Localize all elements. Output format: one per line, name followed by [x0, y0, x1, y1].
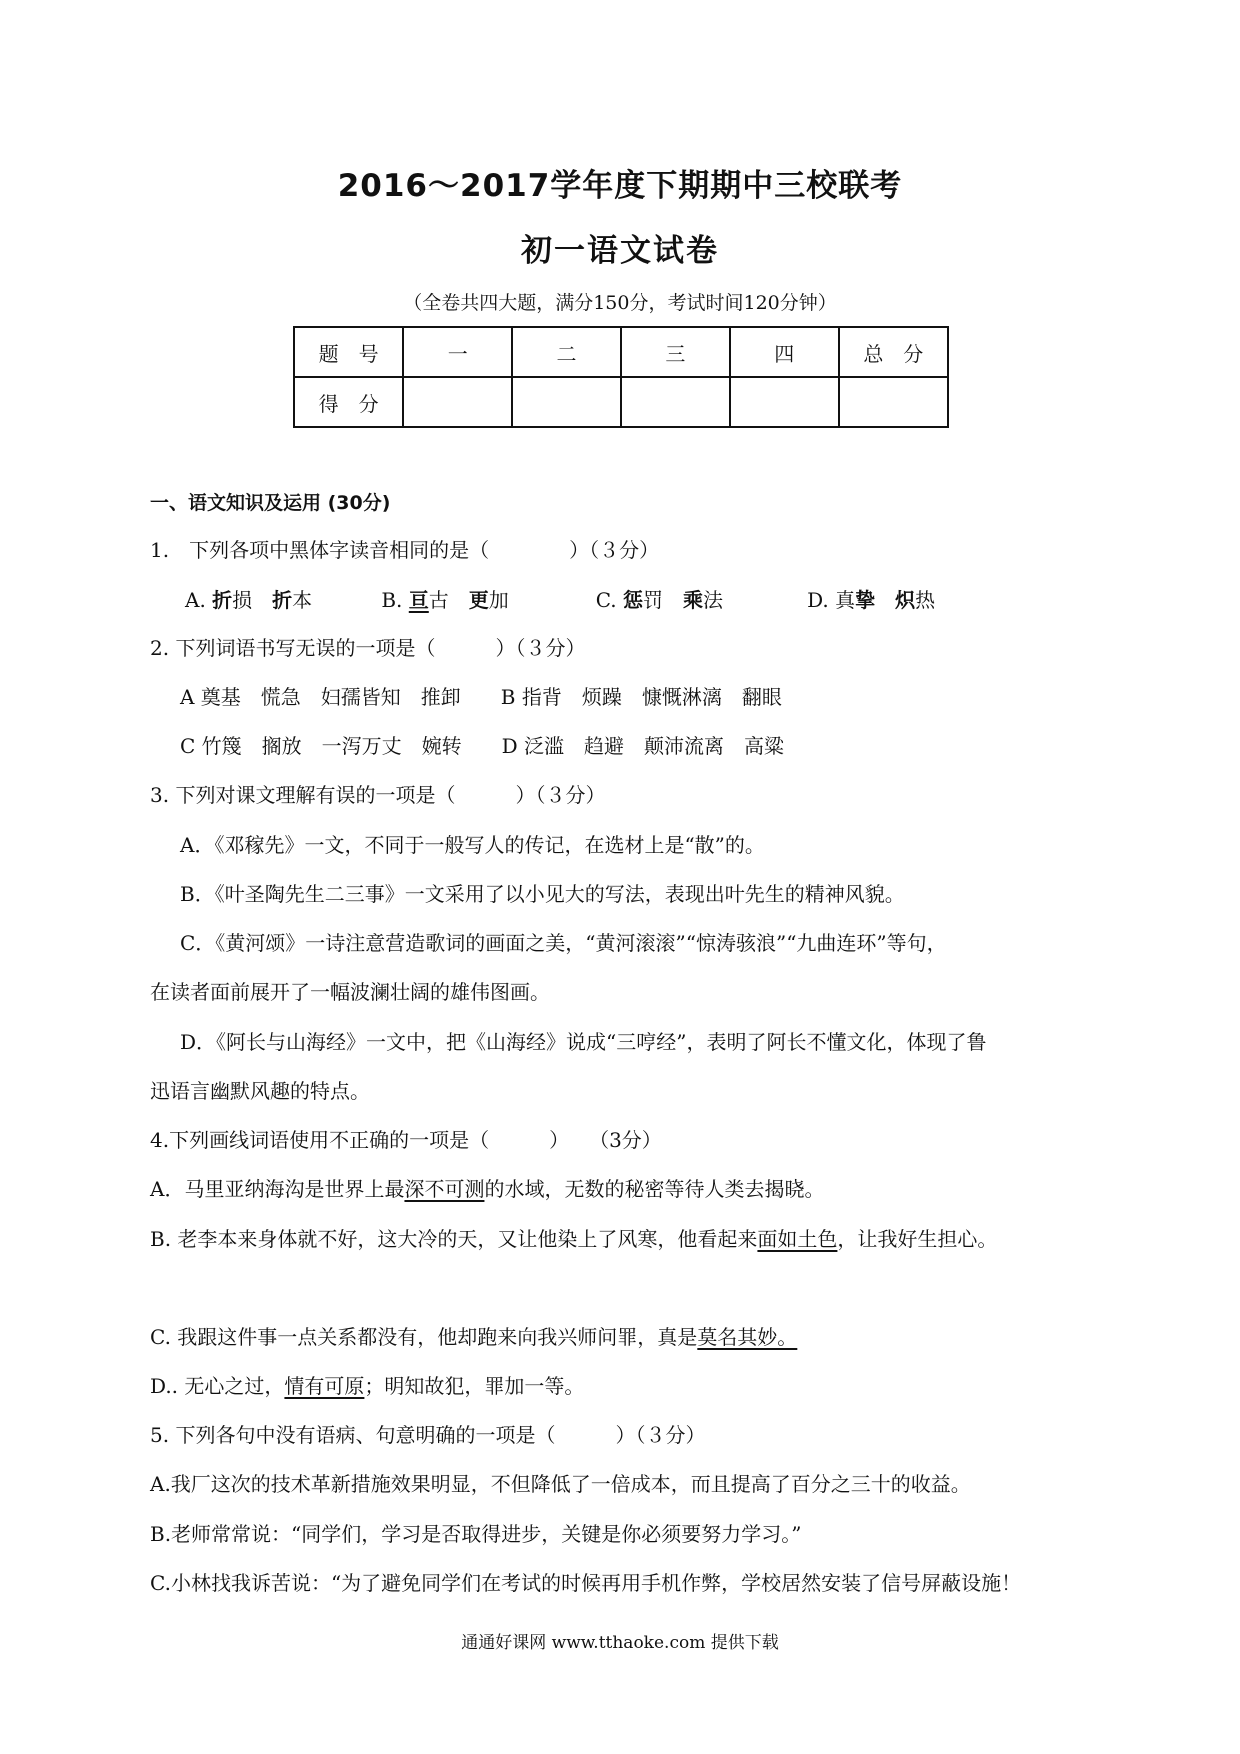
- option-text: 古: [428, 588, 449, 612]
- option-text: A．马里亚纳海沟是世界上最: [150, 1177, 405, 1201]
- option-text: ；明知故犯，罪加一等。: [364, 1374, 585, 1398]
- option-text: 罚: [643, 588, 664, 612]
- question-1-stem: 1. 下列各项中黑体字读音相同的是（ ）（３分）: [150, 538, 660, 562]
- bold-char: 折: [272, 588, 293, 612]
- bold-char: 炽: [895, 588, 916, 612]
- option-text: 加: [488, 588, 509, 612]
- footer-download-note: 通通好课网 www.tthaoke.com 提供下载: [461, 1633, 779, 1653]
- question-3-option-d: D．《阿长与山海经》一文中，把《山海经》说成“三哼经”，表明了阿长不懂文化，体现了鲁: [180, 1030, 987, 1054]
- score-input-cell: [730, 377, 839, 427]
- section-heading: 一、语文知识及运用 (30分): [150, 492, 391, 514]
- option-label: B.: [381, 588, 403, 612]
- question-3-option-c-cont: 在读者面前展开了一幅波澜壮阔的雄伟图画。: [150, 980, 550, 1004]
- question-3-option-d-cont: 迅语言幽默风趣的特点。: [150, 1079, 370, 1103]
- score-table-cell: 得 分: [294, 377, 403, 427]
- option-text: 的水域，无数的秘密等待人类去揭晓。: [484, 1177, 825, 1201]
- question-5-option-a: A.我厂这次的技术革新措施效果明显，不但降低了一倍成本，而且提高了百分之三十的收益。: [150, 1472, 971, 1496]
- option-b: [381, 587, 589, 613]
- underlined-phrase: 莫名其妙。: [697, 1325, 798, 1349]
- option-text: 热: [915, 588, 936, 612]
- score-input-cell: [403, 377, 512, 427]
- score-input-cell: [621, 377, 730, 427]
- question-3-stem: 3. 下列对课文理解有误的一项是（ ）（３分）: [150, 783, 606, 807]
- underlined-phrase: 面如土色: [757, 1227, 838, 1251]
- option-text: B. 老李本来身体就不好，这大冷的天，又让他染上了风寒，他看起来: [150, 1227, 758, 1251]
- bold-char: 折: [212, 588, 233, 612]
- option-text: ，让我好生担心。: [837, 1227, 998, 1251]
- question-2-options-line-2: C 竹篾 搁放 一泻万丈 婉转 D 泛滥 趋避 颠沛流离 高粱: [180, 734, 785, 758]
- question-3-option-b: B．《叶圣陶先生二三事》一文采用了以小见大的写法，表现出叶先生的精神风貌。: [180, 882, 905, 906]
- score-table-cell: 总 分: [839, 327, 948, 377]
- bold-char: 挚: [855, 588, 876, 612]
- option-text: D.. 无心之过，: [150, 1374, 285, 1398]
- score-table-cell: 三: [621, 327, 730, 377]
- exam-title: 2016～2017学年度下期期中三校联考: [337, 168, 903, 204]
- question-5-option-c: C.小林找我诉苦说：“为了避免同学们在考试的时候再用手机作弊，学校居然安装了信号屏蔽设施！: [150, 1571, 1022, 1595]
- score-input-cell: [839, 377, 948, 427]
- option-a: [185, 587, 375, 613]
- score-table-score-row: [294, 377, 948, 427]
- option-text: 法: [703, 588, 724, 612]
- score-table-header-row: [294, 327, 948, 377]
- score-table-cell: 二: [512, 327, 621, 377]
- score-table-cell: 四: [730, 327, 839, 377]
- exam-info: （全卷共四大题，满分150分，考试时间120分钟）: [403, 292, 837, 314]
- option-text: C. 我跟这件事一点关系都没有，他却跑来向我兴师问罪，真是: [150, 1325, 698, 1349]
- bold-char: 乘: [683, 588, 704, 612]
- option-text: 本: [292, 588, 313, 612]
- underlined-phrase: 情有可原: [284, 1374, 365, 1398]
- bold-char: 惩: [623, 588, 644, 612]
- option-label: D. 真: [807, 588, 856, 612]
- option-label: C.: [595, 588, 617, 612]
- question-4-option-a: [150, 1176, 824, 1202]
- score-input-cell: [512, 377, 621, 427]
- question-4-option-c: [150, 1324, 797, 1350]
- question-4-stem: 4.下列画线词语使用不正确的一项是（ ） （3分）: [150, 1128, 662, 1152]
- bold-char: 更: [468, 588, 489, 612]
- option-d: [807, 587, 935, 613]
- question-3-option-c: C．《黄河颂》一诗注意营造歌词的画面之美，“黄河滚滚”“惊涛骇浪”“九曲连环”等句，: [180, 931, 947, 955]
- question-5-stem: 5. 下列各句中没有语病、句意明确的一项是（ ）（３分）: [150, 1423, 706, 1447]
- option-label: A.: [185, 588, 206, 612]
- question-1-options: [185, 587, 935, 613]
- score-table-cell: 一: [403, 327, 512, 377]
- question-4-option-d: [150, 1373, 584, 1399]
- question-4-option-b: [150, 1226, 997, 1252]
- underlined-phrase: 深不可测: [404, 1177, 485, 1201]
- exam-subtitle-title: 初一语文试卷: [521, 233, 719, 269]
- question-5-option-b: B.老师常常说：“同学们，学习是否取得进步，关键是你必须要努力学习。”: [150, 1522, 802, 1546]
- question-2-stem: 2. 下列词语书写无误的一项是（ ）（３分）: [150, 636, 586, 660]
- bold-char: 亘: [408, 588, 429, 612]
- option-text: 损: [232, 588, 253, 612]
- score-table: [293, 326, 949, 428]
- score-table-cell: 题 号: [294, 327, 403, 377]
- question-2-options-line-1: A 奠基 慌急 妇孺皆知 推卸 B 指背 烦躁 慷慨淋漓 翻眼: [180, 685, 782, 709]
- option-c: [596, 587, 801, 613]
- question-3-option-a: A．《邓稼先》一文，不同于一般写人的传记，在选材上是“散”的。: [180, 833, 765, 857]
